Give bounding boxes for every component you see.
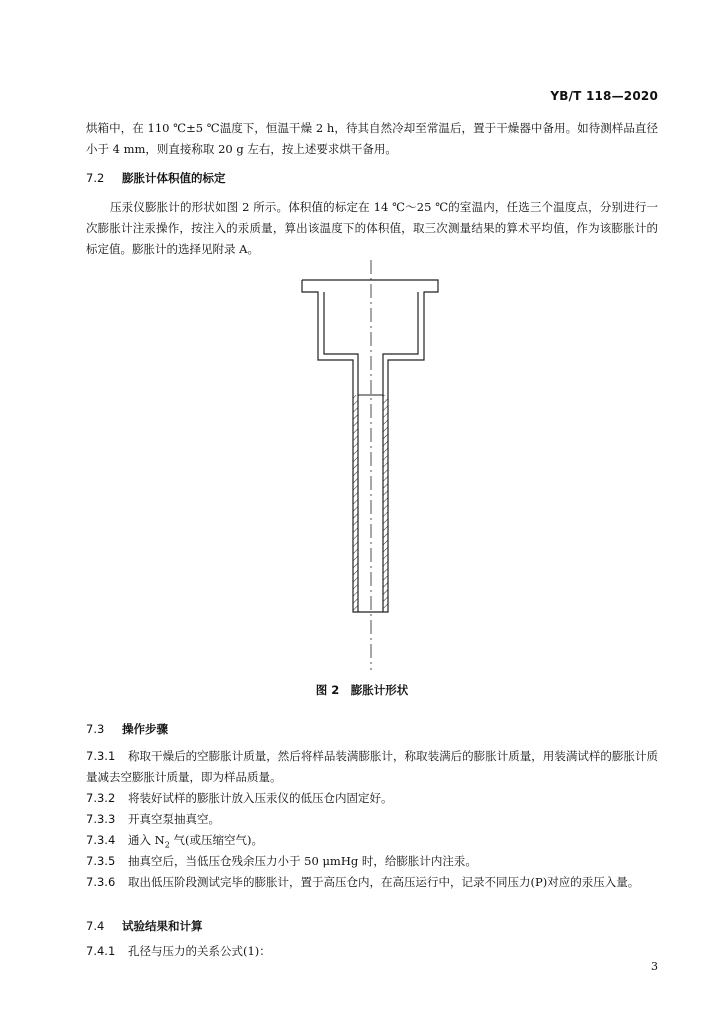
- hatched-wall-right: [383, 395, 388, 612]
- step-text: 称取干燥后的空膨胀计质量，然后将样品装满膨胀计，称取装满后的膨胀计质量，用装满试样的膨胀计质量减去空膨胀计质量，即为样品质量。: [86, 749, 658, 784]
- step-7-3-2: [86, 788, 658, 809]
- step-text: 抽真空后，当低压仓残余压力小于 50 μmHg 时，给膨胀计内注汞。: [128, 854, 477, 868]
- step-text: 取出低压阶段测试完毕的膨胀计，置于高压仓内，在高压运行中，记录不同压力(P)对应的汞压入量。: [128, 875, 640, 889]
- step-number: 7.3.3: [86, 812, 116, 826]
- standard-code: YB/T 118—2020: [550, 89, 658, 103]
- section-number: 7.2: [86, 171, 105, 185]
- step-7-4-1: [86, 941, 658, 962]
- figure-caption: 图 2 膨胀计形状: [315, 683, 409, 697]
- step-7-3-3: [86, 809, 658, 830]
- hatched-wall-left: [353, 395, 358, 612]
- step-7-3-5: [86, 851, 658, 872]
- section-title: 膨胀计体积值的标定: [122, 171, 226, 185]
- step-text-before: 通入 N: [128, 833, 165, 847]
- step-text-sub: 2: [164, 840, 170, 850]
- section-title: 试验结果和计算: [122, 919, 203, 933]
- step-text: 孔径与压力的关系公式(1)：: [128, 944, 271, 958]
- step-number: 7.3.1: [86, 749, 116, 763]
- step-text: 将装好试样的膨胀计放入压汞仪的低压仓内固定好。: [128, 791, 393, 805]
- step-text-after: 气(或压缩空气)。: [169, 833, 263, 847]
- section-title: 操作步骤: [122, 722, 169, 736]
- page-number: 3: [651, 960, 658, 973]
- section-number: 7.3: [86, 722, 105, 736]
- step-7-3-6: [86, 872, 658, 893]
- step-7-3-1: [86, 746, 658, 788]
- dilatometer-diagram: [300, 260, 440, 670]
- section-heading-7-3: [86, 721, 168, 737]
- section-heading-7-2: [86, 170, 226, 186]
- step-number: 7.3.4: [86, 833, 116, 847]
- intro-paragraph: 烘箱中，在 110 ℃±5 ℃温度下，恒温干燥 2 h，待其自然冷却至常温后，置于干燥器中备用。如待测样品直径小于 4 mm，则直接称取 20 g 左右，按上述要求烘干备用。: [86, 121, 658, 156]
- section-number: 7.4: [86, 919, 105, 933]
- step-number: 7.3.5: [86, 854, 116, 868]
- step-number: 7.3.6: [86, 875, 116, 889]
- section-7-2-paragraph: 压汞仪膨胀计的形状如图 2 所示。体积值的标定在 14 ℃～25 ℃的室温内，任选三个温度点，分别进行一次膨胀计注汞操作，按注入的汞质量，算出该温度下的体积值，取三次测量结果的算术平均值，作为该膨胀计的标定值。膨胀计的选择见附录 A。: [86, 200, 658, 256]
- step-number: 7.3.2: [86, 791, 116, 805]
- step-text: 开真空泵抽真空。: [128, 812, 220, 826]
- section-heading-7-4: [86, 918, 203, 934]
- step-number: 7.4.1: [86, 944, 116, 958]
